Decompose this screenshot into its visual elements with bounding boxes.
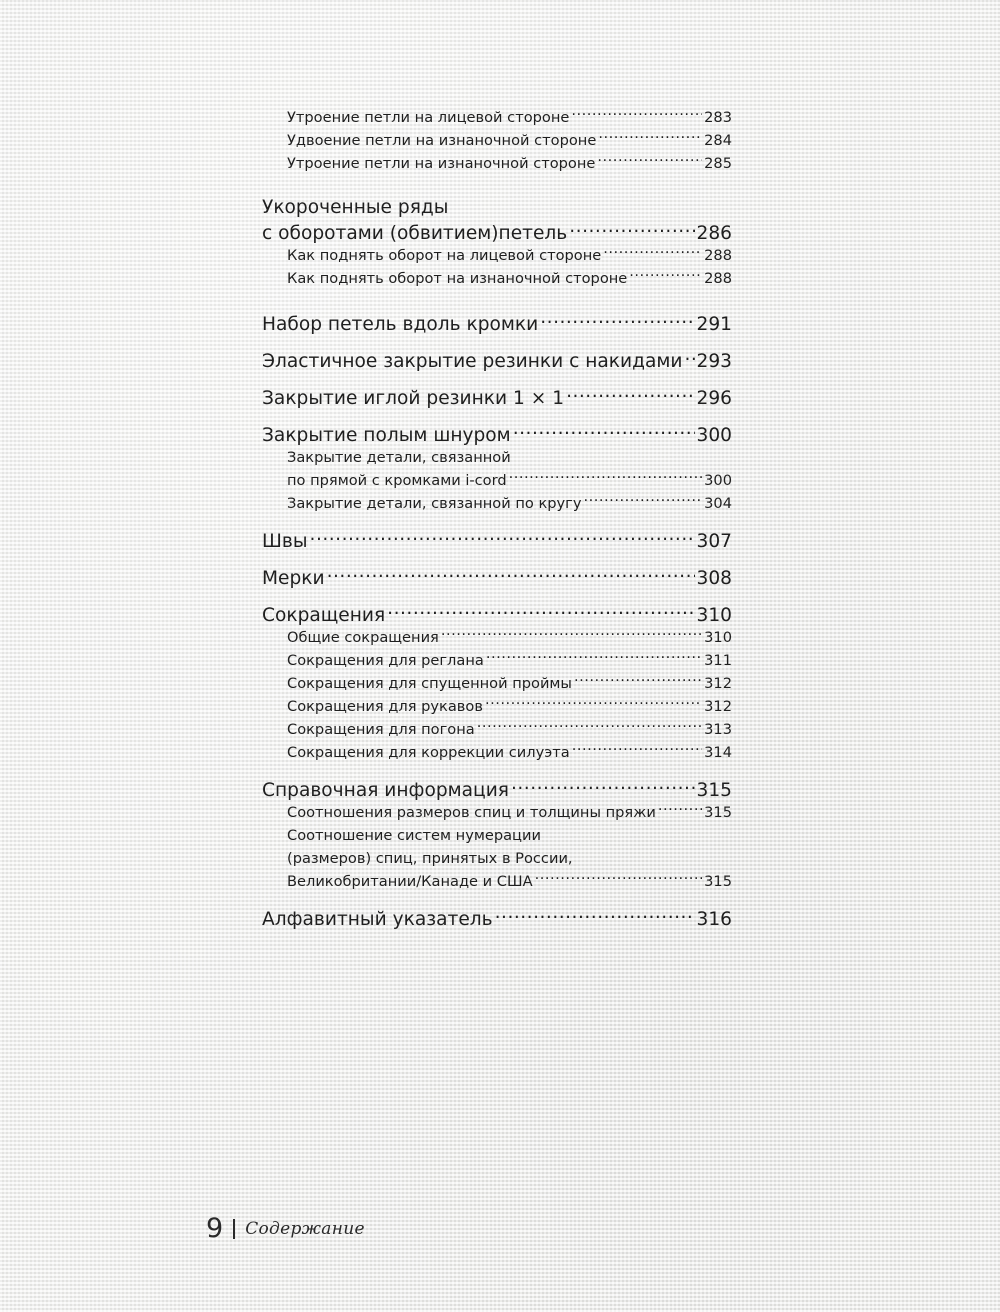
toc-entry [262,244,732,267]
toc-section-page: 300 [696,424,732,446]
toc-entry-title: Сокращения для реглана [287,652,484,669]
toc-entry-title: Великобритании/Канаде и США [287,873,533,890]
dot-leader [535,871,703,886]
toc-entry-title: Сокращения для рукавов [287,698,483,715]
toc-entry-page: 300 [704,472,732,489]
toc-entry-page: 315 [704,804,732,821]
toc-entry-title: Соотношения размеров спиц и толщины пряжи [287,804,656,821]
section-name: Содержание [245,1219,365,1239]
toc-entry-title: Закрытие детали, связанной по кругу [287,495,582,512]
toc-entry [262,267,732,290]
toc-entry [262,492,732,515]
toc-entry-page: 311 [704,652,732,669]
toc-section-page: 286 [696,222,732,244]
toc-entry-page: 283 [704,109,732,126]
toc-section [262,220,732,244]
toc-section-page: 307 [696,530,732,552]
page-footer [206,1214,365,1244]
toc-section [262,565,732,589]
toc-section-page: 293 [696,350,732,372]
toc-section-page: 310 [696,604,732,626]
toc-entry-title: Как поднять оборот на изнаночной стороне [287,270,628,287]
toc-entry-page: 284 [704,132,732,149]
toc-entry-page: 288 [704,270,732,287]
toc-section-title: Мерки [262,567,325,589]
footer-divider [233,1219,235,1239]
dot-leader [310,528,695,547]
toc-section-title: Сокращения [262,604,386,626]
toc-section-page: 315 [696,779,732,801]
toc-entry-title-line: Закрытие детали, связанной [287,449,511,466]
dot-leader [477,719,702,734]
toc-section [262,777,732,801]
dot-leader [598,130,702,145]
toc-section-page: 296 [696,387,732,409]
toc-entry [262,649,732,672]
toc-entry [262,801,732,824]
toc-section [262,528,732,552]
toc-entry-page: 304 [704,495,732,512]
dot-leader [495,906,695,925]
toc-section [262,422,732,446]
toc-entry [262,129,732,152]
toc-entry-title: Утроение петли на лицевой стороне [287,109,570,126]
toc-entry-title: Общие сокращения [287,629,439,646]
dot-leader [540,311,694,330]
dot-leader [571,107,702,122]
toc-entry-title: Удвоение петли на изнаночной стороне [287,132,597,149]
dot-leader [574,673,702,688]
dot-leader [509,470,703,485]
page-number: 9 [206,1213,224,1244]
toc-entry-title: Сокращения для коррекции силуэта [287,744,570,761]
toc-entry [262,469,732,492]
toc-section-page: 316 [696,908,732,930]
toc-entry-page: 314 [704,744,732,761]
dot-leader [603,245,702,260]
toc-section-title: Эластичное закрытие резинки с накидами [262,350,683,372]
toc-entry-title: Как поднять оборот на лицевой стороне [287,247,602,264]
dot-leader [511,777,695,796]
dot-leader [441,627,702,642]
toc-section [262,311,732,335]
dot-leader [569,220,694,239]
dot-leader [485,696,702,711]
dot-leader [583,493,702,508]
dot-leader [572,742,702,757]
toc-entry-page: 285 [704,155,732,172]
toc-section-page: 291 [696,313,732,335]
toc-entry-page: 312 [704,675,732,692]
toc-section-title: Алфавитный указатель [262,908,493,930]
toc-entry [262,695,732,718]
toc-entry [262,672,732,695]
toc-section [262,906,732,930]
toc-entry [262,626,732,649]
toc-entry [262,106,732,129]
toc-entry-title-line: Соотношение систем нумерации [287,827,541,844]
toc-entry [262,152,732,175]
toc-section-title: с оборотами (обвитием)петель [262,222,568,244]
table-of-contents [262,106,732,930]
toc-section [262,348,732,372]
dot-leader [597,153,702,168]
toc-entry-title: Сокращения для спущенной проймы [287,675,572,692]
toc-section-title-line: Укороченные ряды [262,197,449,218]
toc-section [262,602,732,626]
toc-section-title: Закрытие полым шнуром [262,424,511,446]
dot-leader [513,422,695,441]
toc-section-page: 308 [696,567,732,589]
toc-section [262,385,732,409]
toc-section-title: Справочная информация [262,779,509,801]
toc-entry-page: 313 [704,721,732,738]
toc-entry-page: 312 [704,698,732,715]
toc-entry-page: 288 [704,247,732,264]
toc-section-title: Швы [262,530,308,552]
dot-leader [658,802,702,817]
toc-entry-title-line: (размеров) спиц, принятых в России, [287,850,573,867]
toc-entry-title: Сокращения для погона [287,721,475,738]
dot-leader [629,268,702,283]
toc-entry [262,718,732,741]
dot-leader [387,602,694,621]
toc-entry-title: по прямой с кромками i-cord [287,472,507,489]
dot-leader [684,348,694,367]
toc-entry-page: 315 [704,873,732,890]
toc-entry-page: 310 [704,629,732,646]
dot-leader [566,385,694,404]
toc-entry [262,870,732,893]
dot-leader [327,565,695,584]
toc-section-title: Набор петель вдоль кромки [262,313,539,335]
toc-entry [262,741,732,764]
toc-section-title: Закрытие иглой резинки 1 × 1 [262,387,565,409]
toc-entry-title: Утроение петли на изнаночной стороне [287,155,596,172]
dot-leader [486,650,702,665]
